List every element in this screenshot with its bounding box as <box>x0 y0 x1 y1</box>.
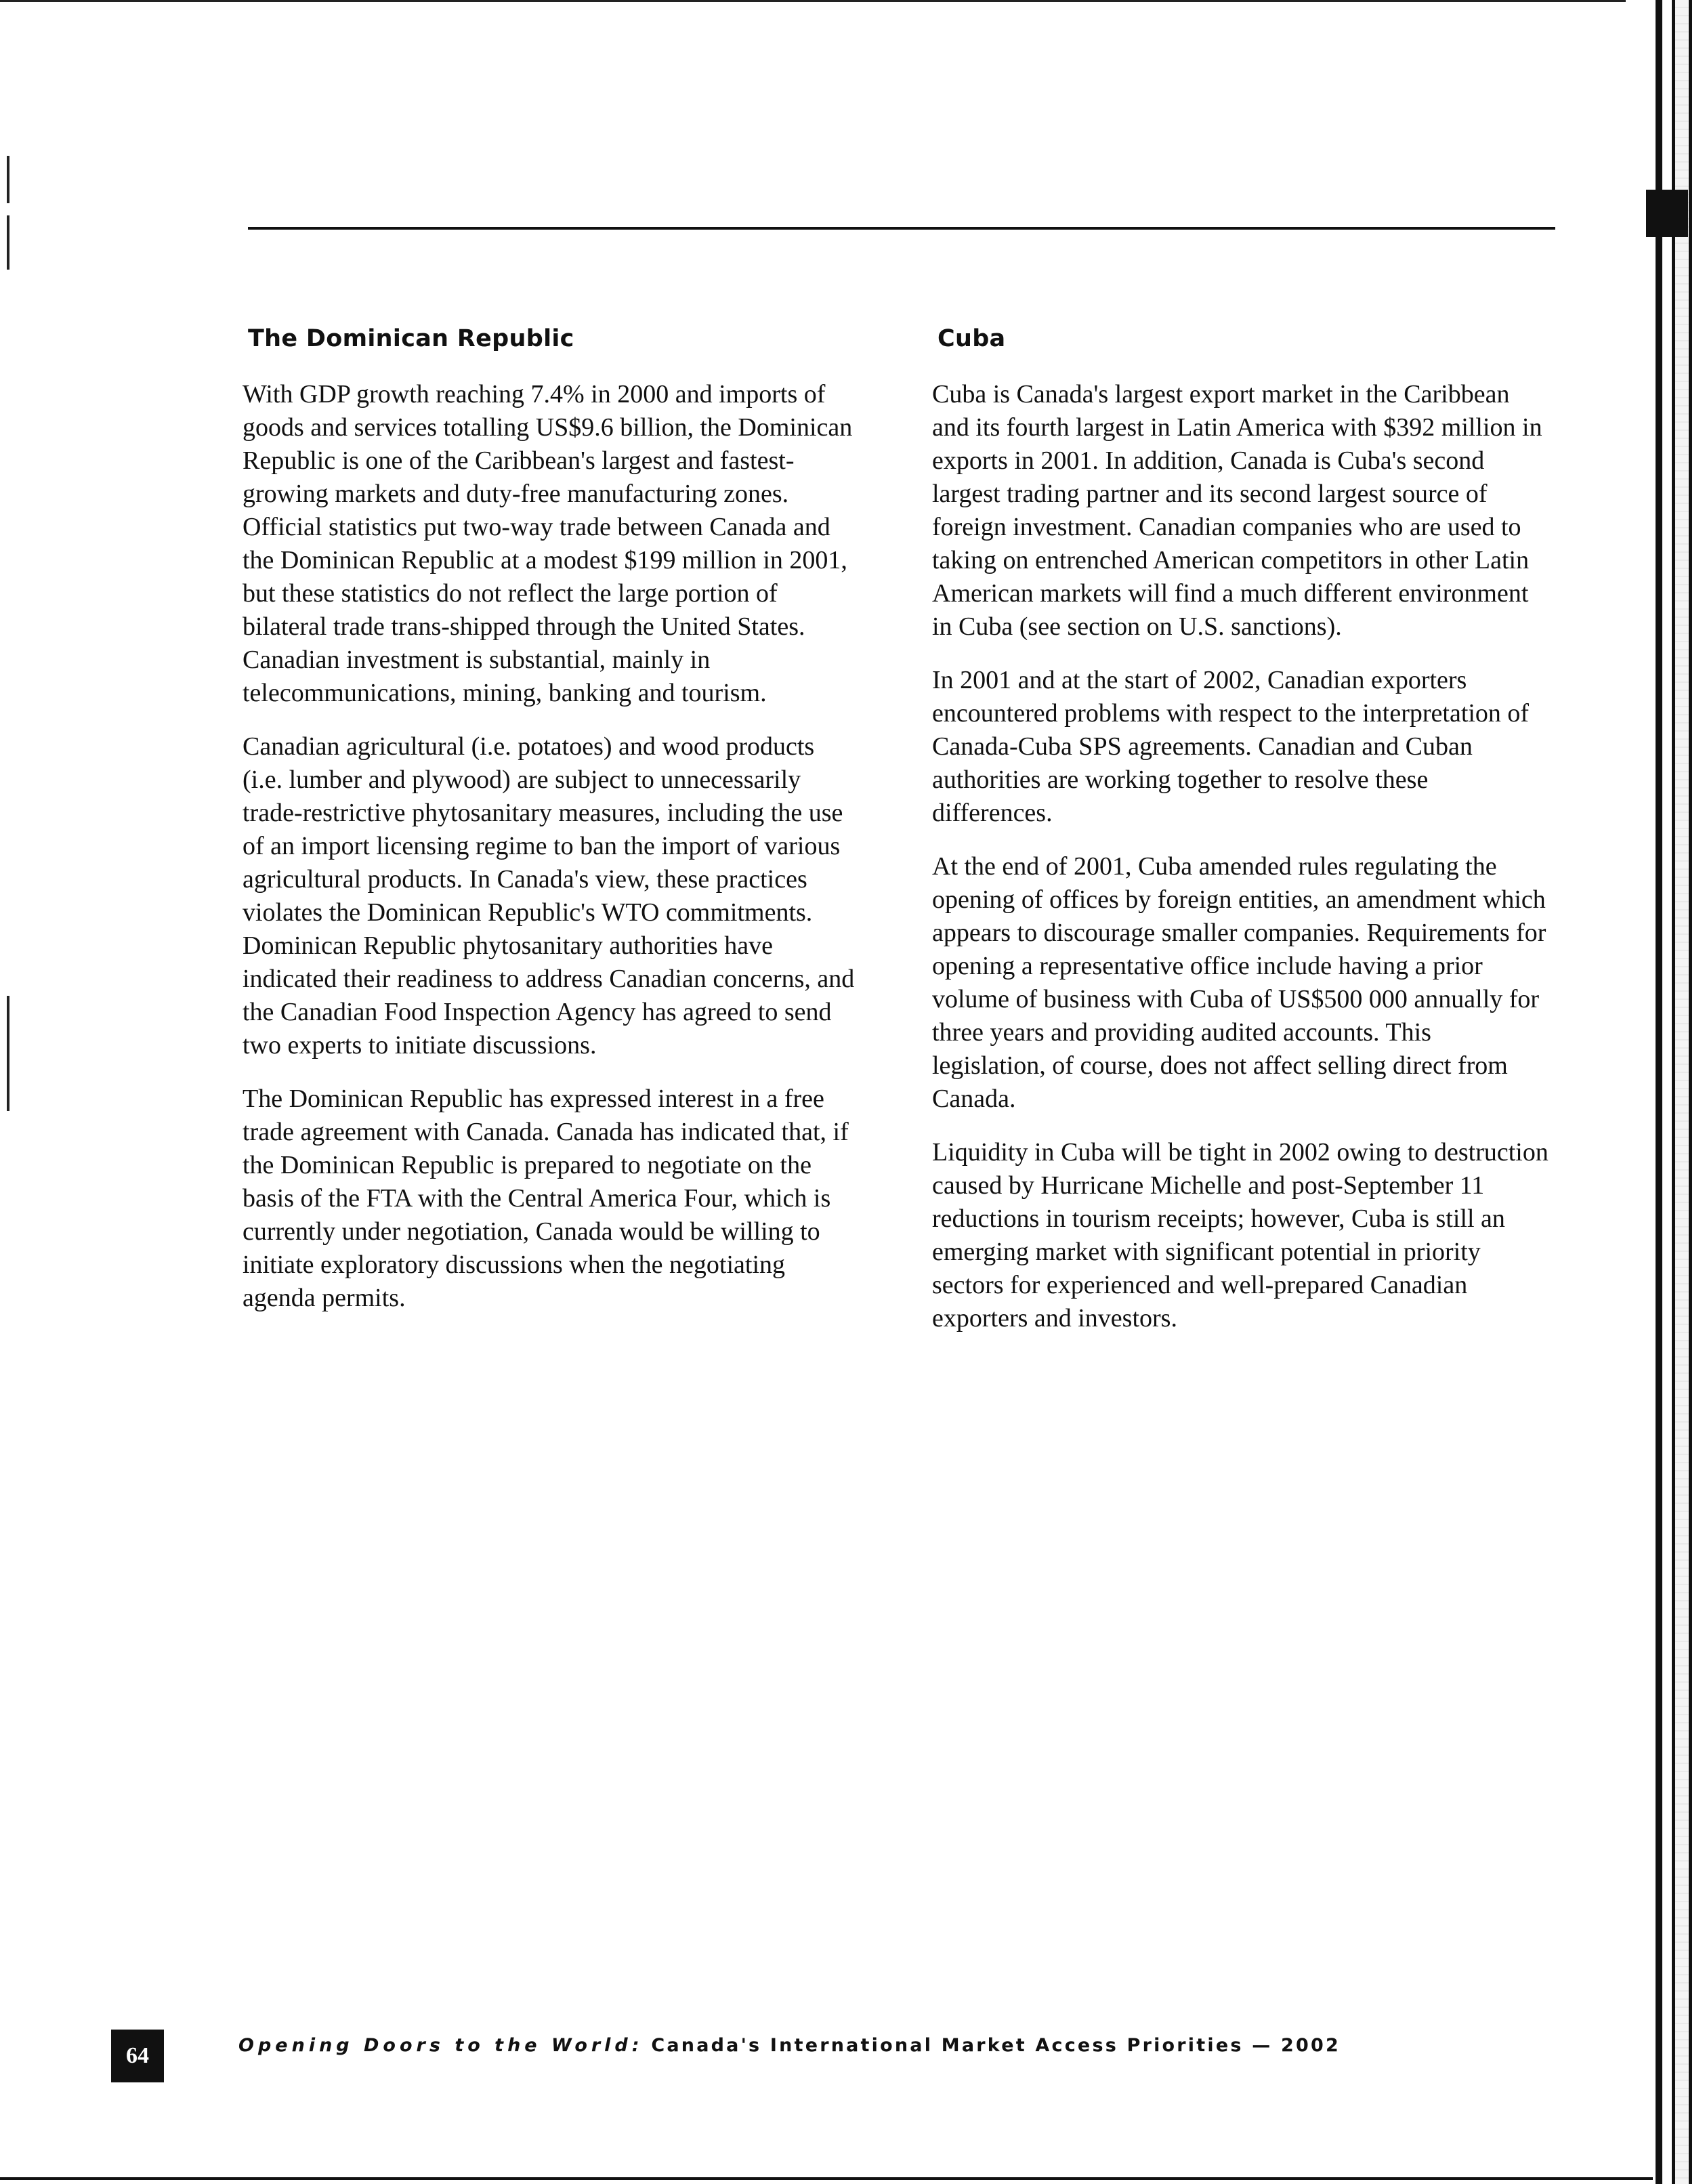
section-heading-cuba: Cuba <box>937 325 1006 352</box>
header-rule <box>248 227 1555 230</box>
paragraph: Canadian agricultural (i.e. potatoes) and wood products (i.e. lumber and plywood) are subject to unnecessarily trade-restrictive phytosanitary measures, including the use of an import licensing regime to ban the import of various agricultural products. In Canada's view, these practices violates the Dominican Republic's WTO commitments. Dominican Republic phytosanitary authorities have indicated their readiness to address Canadian concerns, and the Canadian Food Inspection Agency has agreed to send two experts to initiate discussions. <box>243 732 855 1059</box>
binding-inner-bar <box>1672 0 1692 2184</box>
left-margin-mark <box>7 156 9 203</box>
binding-outer-bar <box>1656 0 1662 2184</box>
right-column <box>932 324 1548 1356</box>
footer-publication-title: Opening Doors to the World: <box>238 2035 644 2056</box>
section-heading-dominican-republic: The Dominican Republic <box>248 325 574 352</box>
right-binding-edge <box>1646 0 1707 2184</box>
paragraph: At the end of 2001, Cuba amended rules regulating the opening of offices by foreign entities, an amendment which appears to discourage smaller companies. Requirements for opening a representative office include having a prior volume of business with Cuba of US$500 000 annually for three years and providing audited accounts. This legislation, of course, does not affect selling direct from Canada. <box>932 852 1546 1113</box>
left-margin-mark <box>7 996 9 1111</box>
page-number-badge: 64 <box>111 2030 164 2082</box>
paragraph: With GDP growth reaching 7.4% in 2000 and imports of goods and services totalling US$9.6 billion, the Dominican Republic is one of the Caribbean's largest and fastest-growing markets and duty-free manufacturing zones. Official statistics put two-way trade between Canada and the Dominican Republic at a modest $199 million in 2001, but these statistics do not reflect the large portion of bilateral trade trans-shipped through the United States. Canadian investment is substantial, mainly in telecommunications, mining, banking and tourism. <box>243 380 853 707</box>
running-footer <box>238 2035 1341 2056</box>
paragraph: Cuba is Canada's largest export market in the Caribbean and its fourth largest in Latin America with $392 million in exports in 2001. In addition, Canada is Cuba's second largest trading partner and its second largest source of foreign investment. Canadian companies who are used to taking on entrenched American competitors in other Latin American markets will find a much different environment in Cuba (see section on U.S. sanctions). <box>932 380 1542 641</box>
left-margin-mark <box>7 215 9 270</box>
page-top-edge <box>0 0 1626 2</box>
left-column <box>243 324 859 1335</box>
section-tab-marker <box>1646 190 1688 237</box>
paragraph: In 2001 and at the start of 2002, Canadian exporters encountered problems with respect to the interpretation of Canada-Cuba SPS agreements. Canadian and Cuban authorities are working together to resolve these differences. <box>932 666 1530 827</box>
paragraph: Liquidity in Cuba will be tight in 2002 owing to destruction caused by Hurricane Michelle and post-September 11 reductions in tourism receipts; however, Cuba is still an emerging market with significant potential in priority sectors for experienced and well-prepared Canadian exporters and investors. <box>932 1138 1548 1332</box>
paragraph: The Dominican Republic has expressed interest in a free trade agreement with Canada. Canada has indicated that, if the Dominican Republic is prepared to negotiate on the basis of the FTA with the Central America Four, which is currently under negotiation, Canada would be willing to initiate exploratory discussions when the negotiating agenda permits. <box>243 1085 849 1312</box>
page-bottom-edge <box>0 2177 1653 2180</box>
footer-publication-subtitle: Canada's International Market Access Priorities — 2002 <box>651 2035 1341 2056</box>
